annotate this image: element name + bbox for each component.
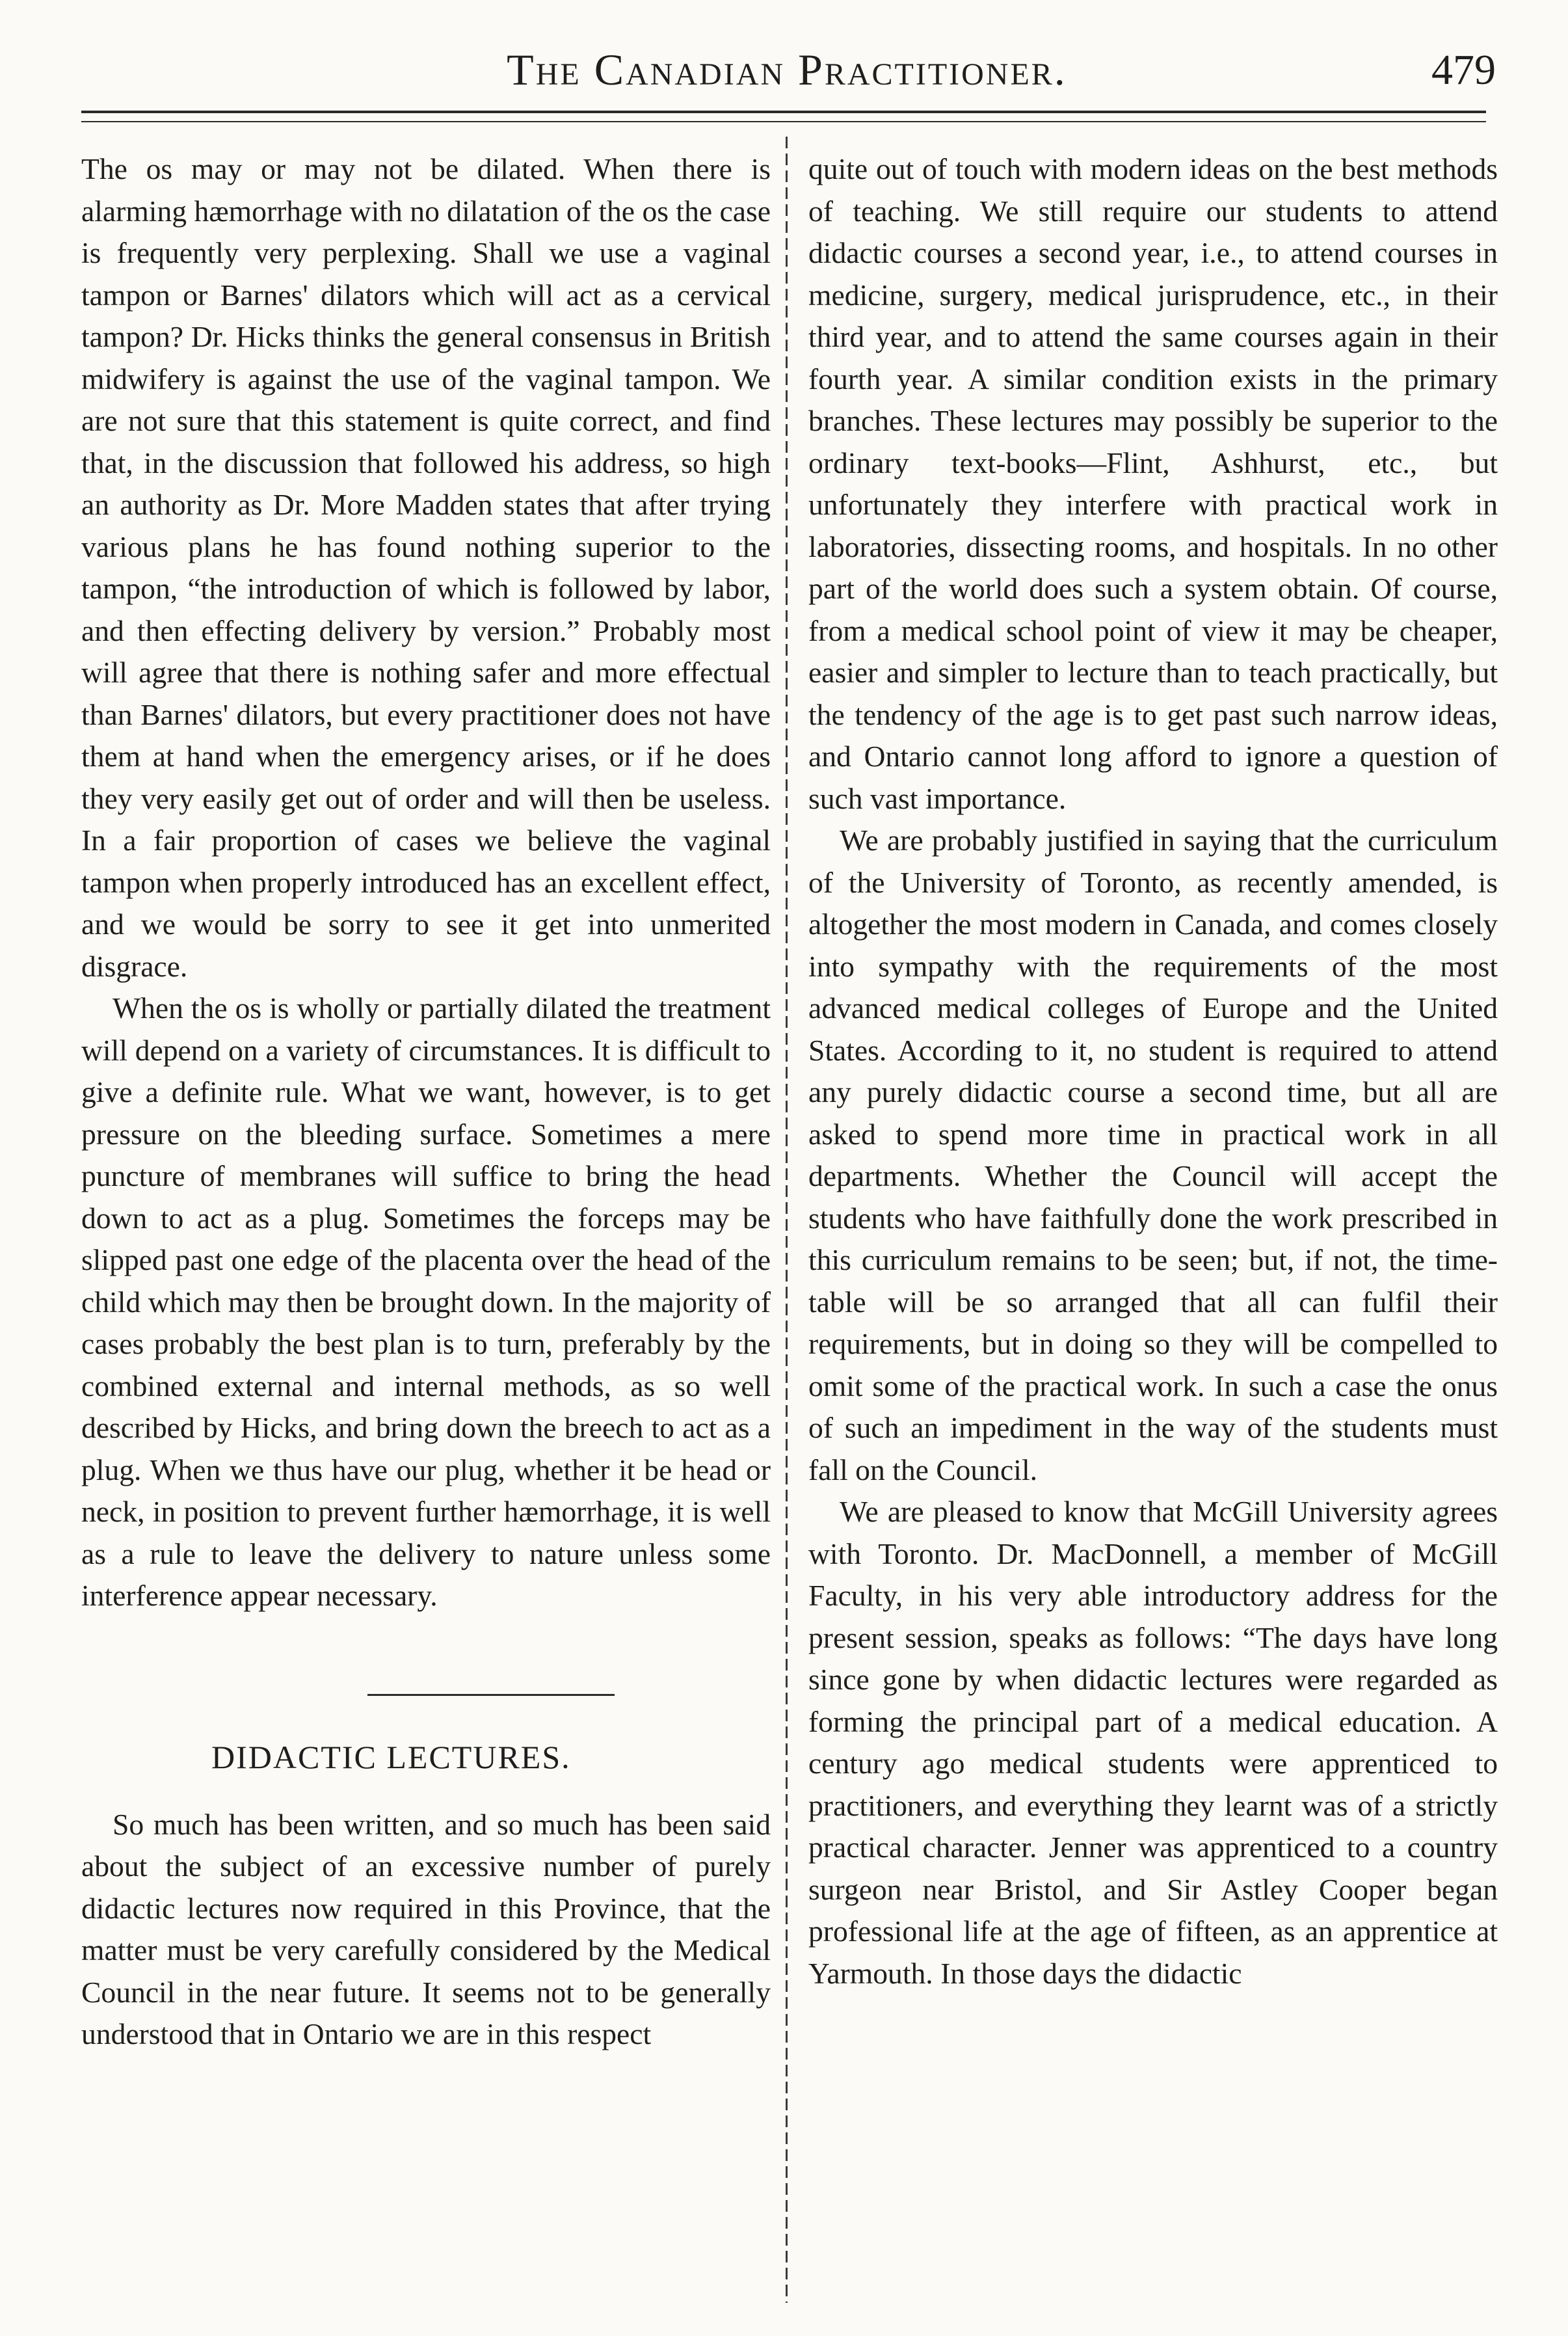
header-rule-top — [81, 111, 1486, 113]
paragraph: The os may or may not be dilated. When there is alarming hæmorrhage with no dilatation of the os the case is frequently very perplexing. Shall we use a vaginal tampon or Barnes' dilators which will act as a cervical tampon? Dr. Hicks thinks the general consensus in British midwifery is against the use of the vaginal tampon. We are not sure that this statement is quite correct, and find that, in the discussion that followed his address, so high an authority as Dr. More Madden states that after trying various plans he has found nothing superior to the tampon, “the introduction of which is followed by labor, and then effecting delivery by version.” Probably most will agree that there is nothing safer and more effectual than Barnes' dilators, but every practitioner does not have them at hand when the emergency arises, or if he does they very easily get out of order and will then be useless. In a fair proportion of cases we believe the vaginal tampon when properly introduced has an excellent effect, and we would be sorry to see it get into unmerited disgrace. — [81, 152, 771, 983]
running-title: The Canadian Practitioner. — [507, 45, 1067, 94]
right-column — [808, 148, 1498, 1994]
paragraph: When the os is wholly or partially dilated the treatment will depend on a variety of circumstances. It is difficult to give a definite rule. What we want, however, is to get pressure on the bleeding surface. Sometimes a mere puncture of membranes will suffice to bring the head down to act as a plug. Sometimes the forceps may be slipped past one edge of the placenta over the head of the child which may then be brought down. In the majority of cases probably the best plan is to turn, preferably by the combined external and internal methods, as so well described by Hicks, and bring down the breech to act as a plug. When we thus have our plug, whether it be head or neck, in position to prevent further hæmorrhage, it is well as a rule to leave the delivery to nature unless some interference appear necessary. — [81, 991, 771, 1612]
header-rule-bottom — [81, 121, 1486, 122]
section-heading: DIDACTIC LECTURES. — [211, 1738, 571, 1775]
paragraph: quite out of touch with modern ideas on the best methods of teaching. We still require our students to attend didactic courses a second year, i.e., to attend courses in medicine, surgery, medical jurisprudence, etc., in their third year, and to attend the same courses again in their fourth year. A similar condition exists in the primary branches. These lectures may possibly be superior to the ordinary text-books—Flint, Ashhurst, etc., but unfortunately they interfere with practical work in laboratories, dissecting rooms, and hospitals. In no other part of the world does such a system obtain. Of course, from a medical school point of view it may be cheaper, easier and simpler to lecture than to teach practically, but the tendency of the age is to get past such narrow ideas, and Ontario cannot long afford to ignore a question of such vast importance. — [808, 152, 1498, 815]
section-divider — [367, 1694, 615, 1696]
left-column — [81, 148, 771, 2056]
page-number: 479 — [1431, 46, 1496, 94]
running-header — [78, 31, 1496, 103]
paragraph: So much has been written, and so much has been said about the subject of an excessive number of purely didactic lectures now required in this Province, that the matter must be very carefully considered by the Medical Council in the near future. It seems not to be generally understood that in Ontario we are in this respect — [81, 1807, 771, 2050]
paragraph: We are pleased to know that McGill University agrees with Toronto. Dr. MacDonnell, a member of McGill Faculty, in his very able introductory address for the present session, speaks as follows: “The days have long since gone by when didactic lectures were regarded as forming the principal part of a medical education. A century ago medical students were apprenticed to practitioners, and everything they learnt was of a strictly practical character. Jenner was apprenticed to a country surgeon near Bristol, and Sir Astley Cooper began professional life at the age of fifteen, as an apprentice at Yarmouth. In those days the didactic — [808, 1495, 1498, 1990]
column-divider — [786, 137, 788, 2303]
paragraph: We are probably justified in saying that the curriculum of the University of Toronto, as recently amended, is altogether the most modern in Canada, and comes closely into sympathy with the requirements of the most advanced medical colleges of Europe and the United States. According to it, no student is required to attend any purely didactic course a second time, but all are asked to spend more time in practical work in all departments. Whether the Council will accept the students who have faithfully done the work prescribed in this curriculum remains to be seen; but, if not, the time-table will be so arranged that all can fulfil their requirements, but in doing so they will be compelled to omit some of the practical work. In such a case the onus of such an impediment in the way of the students must fall on the Council. — [808, 824, 1498, 1486]
